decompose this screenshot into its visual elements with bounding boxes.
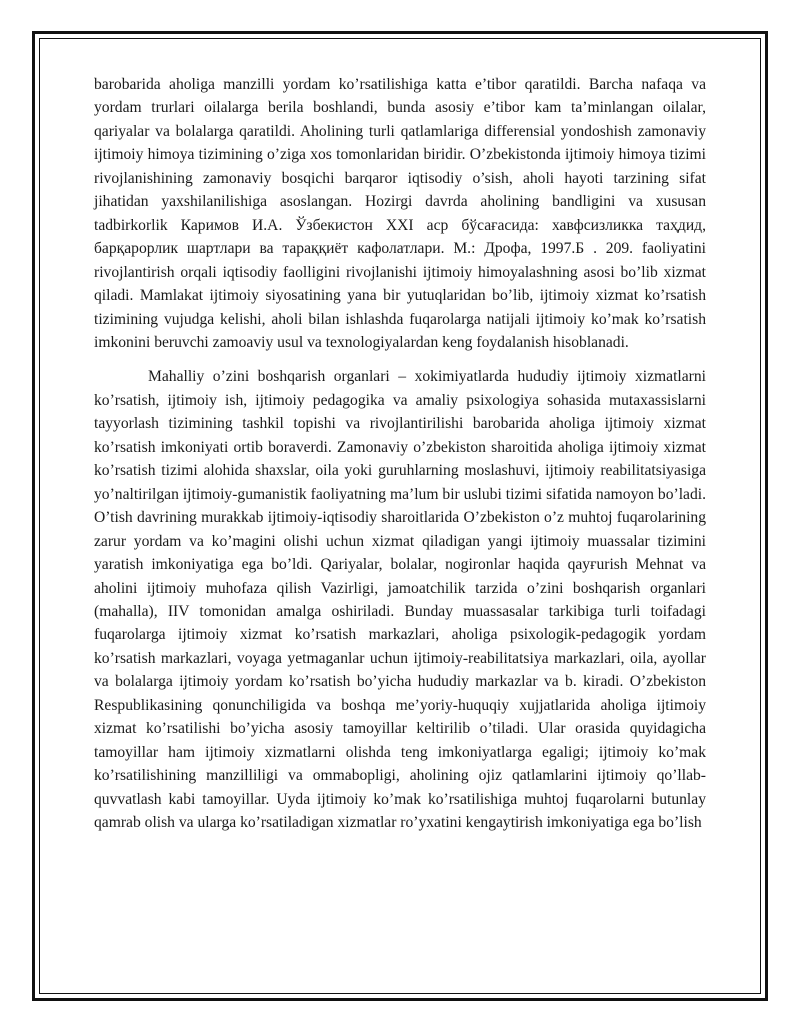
paragraph-2: Mahalliy o’zini boshqarish organlari – xokimiyatlarda hududiy ijtimoiy xizmatlarni ko’rsatish, ijtimoiy ish, ijtimoiy pedagogika va amaliy psixologiya sohasida mutaxassislarni tayyorlash tizimining tashkil topishi va rivojlantirilishi barobarida aholiga ijtimoiy xizmat ko’rsatish imkoniyati ortib boraverdi. Zamonaviy o’zbekiston sharoitida aholiga ijtimoiy xizmat ko’rsatish tizimi alohida shaxslar, oila yoki guruhlarning moslashuvi, ijtimoiy reabilitatsiyasiga yo’naltirilgan ijtimoiy-gumanistik faoliyatning ma’lum bir uslubi tizimi sifatida namoyon bo’ladi. O’tish davrining murakkab ijtimoiy-iqtisodiy sharoitlarida O’zbekiston o’z muhtoj fuqarolarining zarur yordam va ko’magini olishi uchun xizmat qiladigan yangi ijtimoiy muassalar tizimini yaratish imkoniyatiga ega bo’ldi. Qariyalar, bolalar, nogironlar haqida qayғurish Mehnat va aholini ijtimoiy muhofaza qilish Vazirligi, jamoatchilik tarzida o’zini boshqarish organlari (mahalla), IIV tomonidan amalga oshiriladi. Bunday muassasalar tarkibiga turli toifadagi fuqarolarga ijtimoiy xizmat ko’rsatish markazlari, aholiga psixologik-pedagogik yordam ko’rsatish markazlari, voyaga yetmaganlar uchun ijtimoiy-reabilitatsiya markazlari, oila, ayollar va bolalarga ijtimoiy yordam ko’rsatish bo’yicha hududiy markazlar va b. kiradi. O’zbekiston Respublikasining qonunchiligida va boshqa me’yoriy-huquqiy xujjatlarida aholiga ijtimoiy xizmat ko’rsatilishi bo’yicha asosiy tamoyillar keltirilib o’tiladi. Ular orasida quyidagicha tamoyillar ham ijtimoiy xizmatlarni olishda teng imkoniyatlarga egaligi; ijtimoiy ko’mak ko’rsatilishining manzilliligi va ommabopligi, aholining ojiz qatlamlarini ijtimoiy qo’llab-quvvatlash kabi tamoyillar. Uyda ijtimoiy ko’mak ko’rsatilishiga muhtoj fuqarolarni butunlay qamrab olish va ularga ko’rsatiladigan xizmatlar ro’yxatini kengaytirish imkoniyatiga ega bo’lish <box>94 368 706 832</box>
document-body <box>94 73 706 835</box>
paragraph-1: barobarida aholiga manzilli yordam ko’rsatilishiga katta e’tibor qaratildi. Barcha nafaqa va yordam trurlari oilalarga berila boshlandi, bunda asosiy e’tibor kam ta’minlangan oilalar, qariyalar va bolalarga qaratildi. Aholining turli qatlamlariga differensial yondoshish zamonaviy ijtimoiy himoya tizimining o’ziga xos tomonlaridan biridir. O’zbekistonda ijtimoiy himoya tizimi rivojlanishining zamonaviy bosqichi barqaror iqtisodiy o’sish, aholi hayoti tarzining sifat jihatidan yaxshilanilishiga asoslangan. Hozirgi davrda aholining bandligini va xususan tadbirkorlik Каримов И.А. Ўзбекистон XXI аср бўсағасида: хавфсизликка таҳдид, барқарорлик шартлари ва тараққиёт кафолатлари. М.: Дрофа, 1997.Б . 209. faoliyatini rivojlantirish orqali iqtisodiy faolligini rivojlanishi ijtimoiy himoyalashning asosi bo’lib xizmat qiladi. Mamlakat ijtimoiy siyosatining yana bir yutuqlaridan bo’lib, ijtimoiy xizmat ko’rsatish tizimining vujudga kelishi, aholi bilan ishlashda fuqarolarga natijali ijtimoiy ko’mak ko’rsatish imkonini beruvchi zamoaviy usul va texnologiyalardan keng foydalanish hisoblanadi. <box>94 76 706 351</box>
